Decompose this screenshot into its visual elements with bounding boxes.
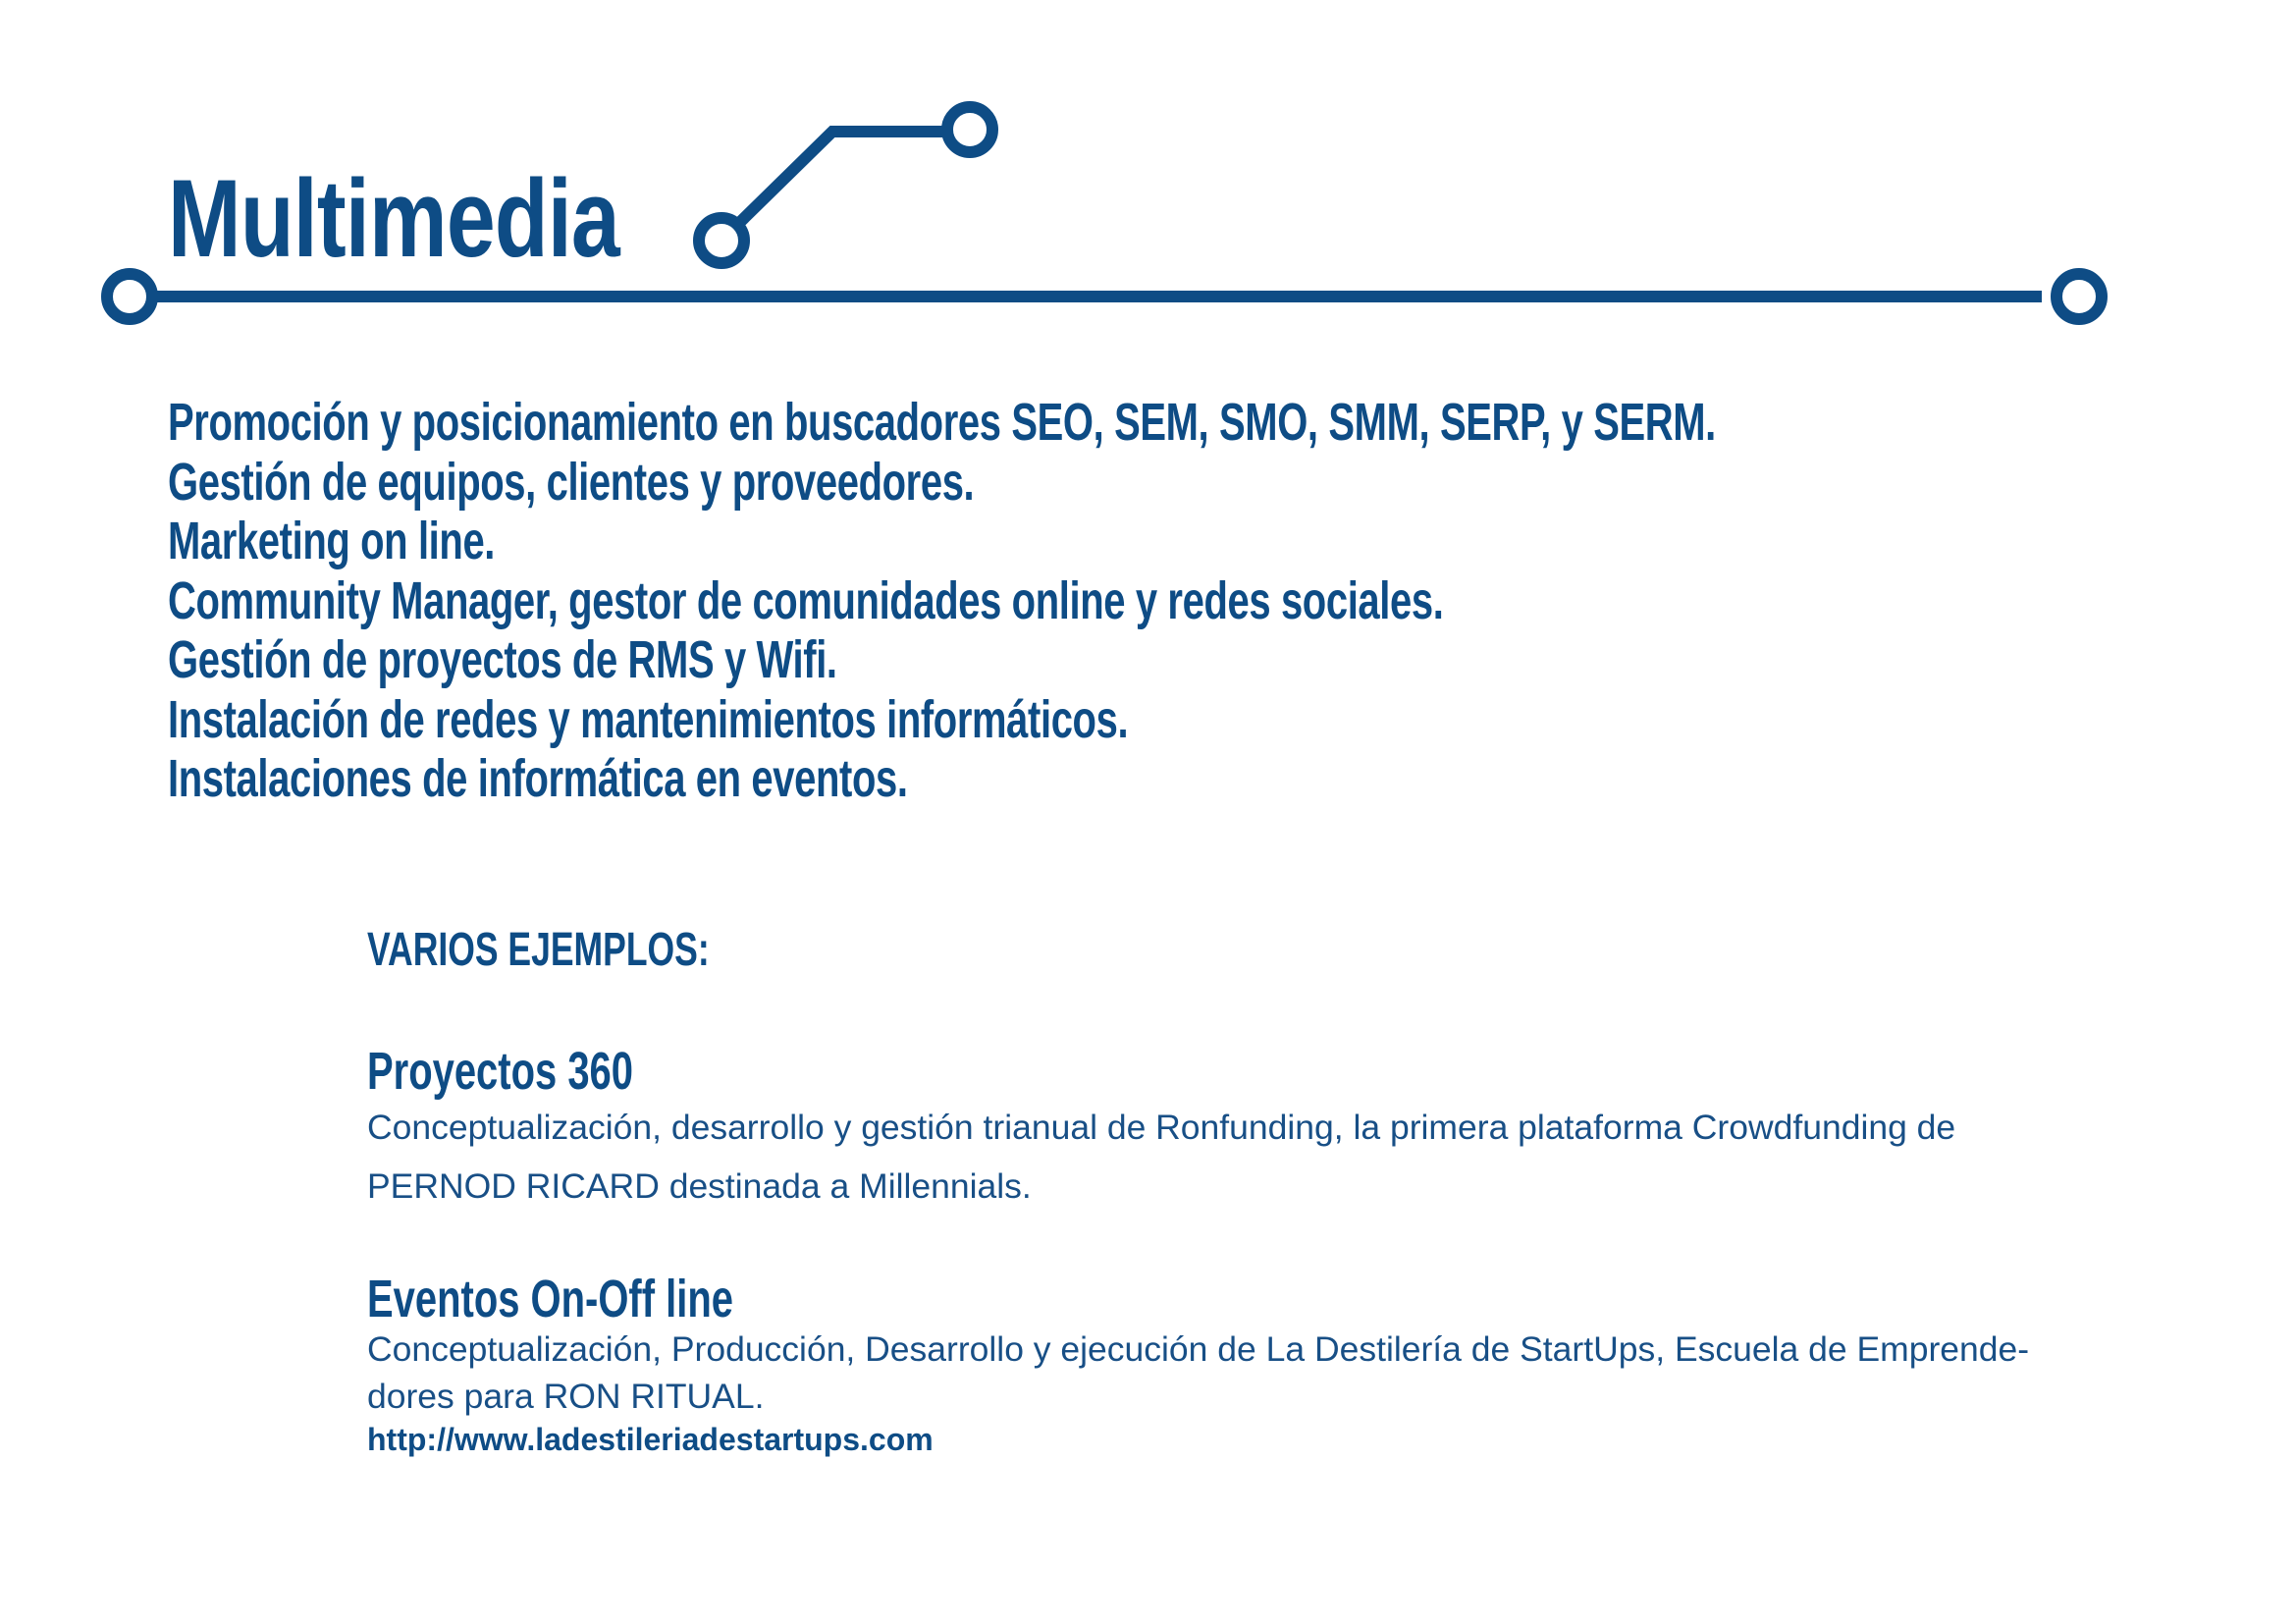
service-item: Community Manager, gestor de comunidades online y redes sociales. <box>168 570 1444 630</box>
circuit-node-right <box>2056 274 2102 319</box>
circuit-node-left <box>107 274 152 319</box>
examples-heading: VARIOS EJEMPLOS: <box>367 924 710 976</box>
project-card <box>367 1041 2213 1216</box>
circuit-branch-line <box>734 132 944 228</box>
project-title: Proyectos 360 <box>367 1042 634 1101</box>
project-title: Eventos On-Off line <box>367 1270 733 1328</box>
project-card <box>367 1269 2213 1459</box>
service-item: Gestión de equipos, clientes y proveedores. <box>168 452 975 512</box>
service-item: Gestión de proyectos de RMS y Wifi. <box>168 630 837 689</box>
description-line: PERNOD RICARD destinada a Millennials. <box>367 1166 1032 1206</box>
project-description <box>367 1098 2213 1216</box>
services-list <box>168 393 2260 809</box>
page-title: Multimedia <box>168 157 619 280</box>
service-item: Instalación de redes y mantenimientos informáticos. <box>168 689 1129 749</box>
service-item: Instalaciones de informática en eventos. <box>168 749 908 808</box>
description-line: Conceptualización, Producción, Desarrollo y ejecución de La Destilería de StartUps, Escuela de Emprende- <box>367 1329 2030 1369</box>
description-line: dores para RON RITUAL. <box>367 1377 765 1416</box>
project-description <box>367 1326 2213 1420</box>
service-item: Marketing on line. <box>168 512 496 570</box>
circuit-node-branch-bottom <box>699 218 744 263</box>
circuit-node-branch-top <box>947 107 992 152</box>
examples-section <box>367 923 2213 1457</box>
service-item: Promoción y posicionamiento en buscadores SEO, SEM, SMO, SMM, SERP, y SERM. <box>168 393 1716 452</box>
project-link[interactable]: http://www.ladestileriadestartups.com <box>367 1422 934 1457</box>
description-line: Conceptualización, desarrollo y gestión trianual de Ronfunding, la primera plataforma Crowdfunding de <box>367 1108 1956 1147</box>
